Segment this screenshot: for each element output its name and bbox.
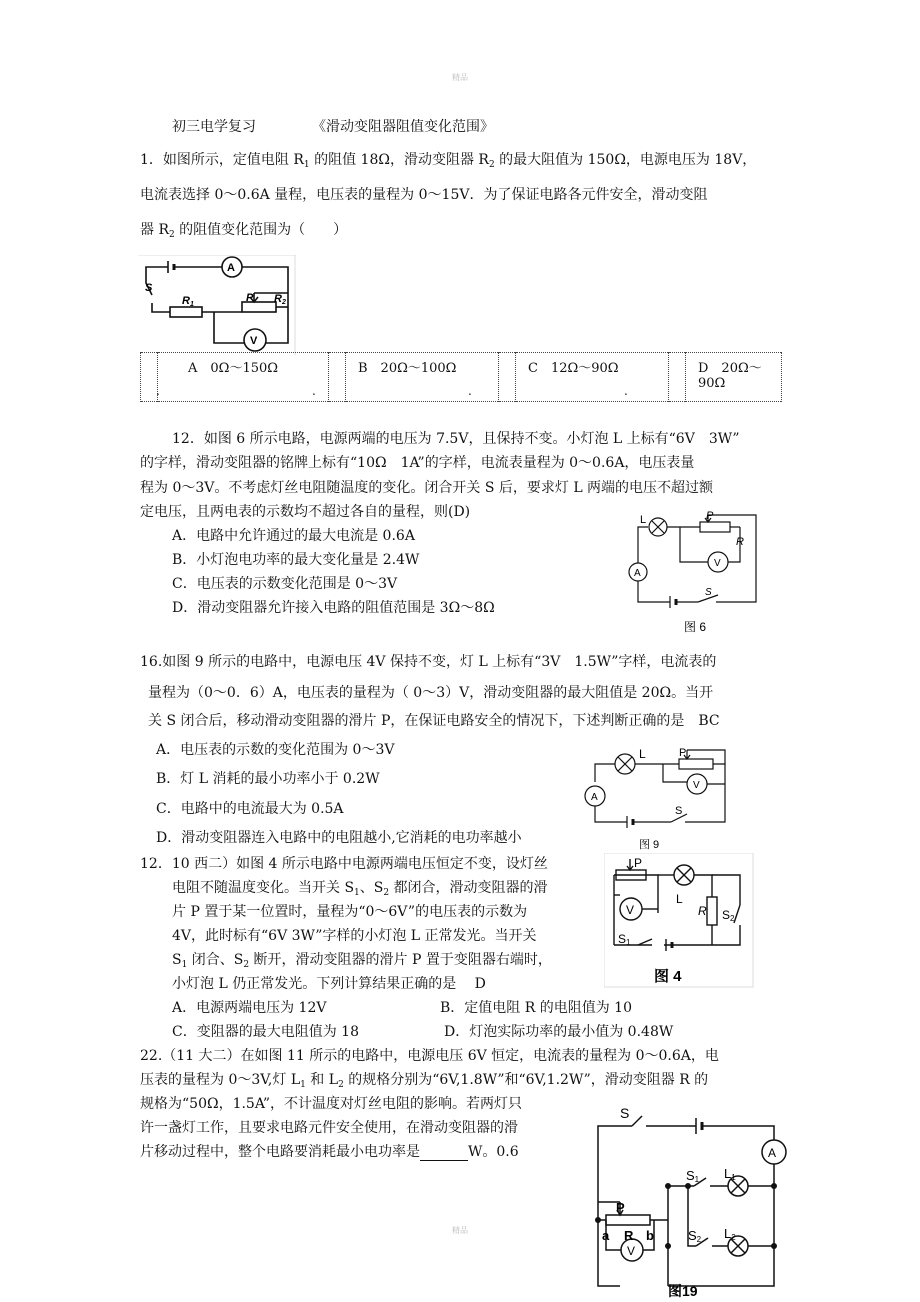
q12b-text: 断开，滑动变阻器的滑片 P 置于变阻器右端时， — [249, 952, 552, 968]
wire — [694, 875, 712, 897]
q16-option-a[interactable]: A．电压表的示数的变化范围为 0～3V — [156, 742, 395, 758]
wire — [152, 303, 170, 312]
q22-text: 压表的量程为 0～3V,灯 L — [140, 1072, 301, 1088]
q1-circuit-figure — [138, 255, 298, 355]
q16-line: 16.如图 9 所示的电路中，电源电压 4V 保持不变，灯 L 上标有“3V 1.5W”字样，电流表的 — [140, 654, 717, 670]
option-dot: . — [468, 384, 472, 398]
title-topic: 初三电学复习 — [172, 119, 256, 135]
q22-line: 22.（11 大二）在如图 11 所示的电路中，电源电压 6V 恒定，电流表的量程为 0～0.6A，电 — [140, 1048, 719, 1064]
rheostat-r — [606, 1215, 650, 1225]
option-marker-cell — [141, 353, 158, 402]
q22-line — [140, 1143, 519, 1161]
q1-line3 — [140, 221, 347, 244]
q12-line: 的字样，滑动变阻器的铭牌上标有“10Ω 1A”的字样，电流表量程为 0～0.6A，电压表量 — [140, 455, 695, 471]
q1-text: 的阻值 18Ω，滑动变阻器 R — [309, 152, 489, 168]
q1-line1 — [140, 151, 756, 174]
q12-option-c[interactable]: C．电压表的示数变化范围是 0～3V — [172, 576, 398, 592]
s1-label: S1 — [686, 1168, 700, 1184]
option-dot: . — [624, 384, 628, 398]
voltmeter-label: V — [250, 335, 258, 347]
q12-line: 程为 0～3V。不考虑灯丝电阻随温度的变化。闭合开关 S 后，要求灯 L 两端的电压不超过额 — [140, 480, 714, 496]
rheostat — [700, 522, 730, 532]
q12b-text: 闭合、S — [187, 952, 244, 968]
option-b[interactable]: B 20Ω～100Ω — [346, 353, 499, 402]
q1-line2: 电流表选择 0～0.6A 量程，电压表的量程为 0～15V．为了保证电路各元件安全，滑动变阻 — [140, 187, 708, 203]
junction-dot — [771, 1183, 777, 1189]
q12b-line: 12．10 西二）如图 4 所示电路中电源两端电压恒定不变，设灯丝 — [140, 856, 548, 872]
switch-s-label: S — [620, 1105, 630, 1121]
wire — [712, 875, 740, 905]
lamp-l-label: L — [640, 514, 647, 526]
wire — [595, 764, 615, 782]
r2-label: R2 — [274, 293, 286, 306]
wire — [638, 581, 670, 602]
figure-6-circuit — [620, 505, 770, 640]
junction-dot — [665, 1243, 671, 1249]
q12b-line: 4V，此时标有“6V 3W”字样的小灯泡 L 正常发光。当开关 — [172, 928, 537, 944]
q12b-sub: 1 — [354, 888, 360, 898]
wire — [598, 1126, 632, 1202]
ammeter-label: A — [227, 262, 235, 274]
voltmeter-label: V — [627, 1244, 636, 1258]
q22-line: 许一盏灯工作，且要求电路元件安全使用，在滑动变阻器的滑 — [140, 1120, 518, 1136]
q1-text: 的最大阻值为 150Ω，电源电压为 18V， — [494, 152, 757, 168]
option-marker-cell — [499, 353, 516, 402]
q22-text: 和 L — [305, 1072, 339, 1088]
ammeter-label: A — [591, 792, 598, 803]
q1-sub: 2 — [169, 230, 175, 240]
wire-gap — [652, 941, 664, 949]
q1-text: 1．如图所示，定值电阻 R — [140, 152, 304, 168]
figure-11-caption: 图19 — [668, 1283, 698, 1299]
option-marker-cell — [669, 353, 686, 402]
q12b-option-c[interactable]: C．变阻器的最大电阻值为 18 — [172, 1024, 359, 1040]
q12-line: 定电压，且两电表的示数均不超过各自的量程，则(D) — [140, 504, 471, 520]
wire — [214, 312, 244, 343]
junction-dot — [771, 1243, 777, 1249]
option-c[interactable]: C 12Ω～90Ω — [516, 353, 669, 402]
q12b-sub: 2 — [383, 888, 390, 898]
wire — [663, 764, 687, 782]
r-label: R — [736, 536, 744, 548]
switch-s2-blade — [734, 905, 740, 923]
q16-option-c[interactable]: C．电路中的电流最大为 0.5A — [156, 801, 344, 817]
slider-p-label: P — [616, 1200, 625, 1215]
wire — [685, 764, 725, 822]
wire — [702, 1126, 774, 1140]
slider-p-label: P — [706, 510, 714, 522]
terminal-a-label: a — [602, 1228, 610, 1243]
q12b-sub: 2 — [243, 960, 250, 970]
q1-text: 器 R — [140, 222, 169, 238]
q22-text: 的规格分别为“6V,1.8W”和“6V,1.2W”，滑动变阻器 R 的 — [343, 1072, 709, 1088]
terminal-b-label: b — [646, 1228, 654, 1243]
figure-9-circuit — [575, 742, 735, 854]
rheostat — [679, 759, 713, 769]
q22-text: W。0.6 — [468, 1144, 519, 1160]
wire — [668, 1164, 774, 1286]
slider-p-label: P — [634, 856, 643, 870]
option-marker-cell — [329, 353, 346, 402]
q12b-sub: 1 — [181, 960, 188, 970]
r-label: R — [698, 904, 707, 918]
q1-sub: 2 — [488, 160, 495, 170]
junction-dot — [685, 1183, 691, 1189]
switch-label: S — [675, 805, 683, 817]
q12-option-b[interactable]: B．小灯泡电功率的最大变化量是 2.4W — [172, 552, 420, 568]
switch-s-blade — [632, 1116, 642, 1126]
q12b-line: 片 P 置于某一位置时，量程为“0～6V”的电压表的示数为 — [172, 904, 528, 920]
q12b-text: 、S — [359, 880, 384, 896]
q1-options-table — [140, 352, 782, 402]
voltmeter-label: V — [626, 903, 635, 917]
q1-text: 的阻值变化范围为（ ） — [174, 222, 348, 238]
switch-label: S — [705, 587, 712, 598]
s2-label: S2 — [722, 908, 735, 923]
option-d[interactable]: D 20Ω～90Ω — [686, 353, 782, 402]
q22-sub: 1 — [300, 1080, 306, 1090]
option-a[interactable]: A 0Ω～150Ω — [158, 353, 329, 402]
q12-option-a[interactable]: A．电路中允许通过的最大电流是 0.6A — [172, 528, 415, 544]
q12b-line — [172, 951, 552, 974]
option-dot: . — [312, 384, 316, 398]
q22-text: 片移动过程中，整个电路要消耗最小电功率是 — [140, 1144, 420, 1160]
q16-line: 量程为（0～0．6）A，电压表的量程为（ 0～3）V，滑动变阻器的最大阻值是 20Ω。当开 — [148, 685, 714, 701]
switch-label: S — [145, 282, 153, 294]
q12b-text: 都闭合，滑动变阻器的滑 — [389, 880, 548, 896]
ammeter-label: A — [634, 568, 641, 579]
q12b-option-d[interactable]: D．灯泡实际功率的最小值为 0.48W — [444, 1024, 674, 1040]
q12-option-d[interactable]: D．滑动变阻器允许接入电路的阻值范围是 3Ω～8Ω — [172, 600, 495, 616]
figure-4-circuit — [604, 853, 754, 988]
q12b-text: 电阻不随温度变化。当开关 S — [172, 880, 355, 896]
wire — [595, 806, 627, 822]
footer-watermark: 精品 — [452, 1226, 468, 1235]
l1-label: L1 — [724, 1166, 736, 1182]
slider-p-label: P — [679, 747, 687, 759]
junction-dot — [595, 1217, 601, 1223]
resistor-r1 — [170, 307, 202, 317]
title-subtitle: 《滑动变阻器阻值变化范围》 — [312, 119, 494, 135]
ammeter-label: A — [768, 1146, 777, 1160]
q22-line: 规格为“50Ω，1.5A”，不计温度对灯丝电阻的影响。若两灯只 — [140, 1096, 523, 1112]
answer-blank[interactable] — [420, 1146, 468, 1161]
q16-option-d[interactable]: D．滑动变阻器连入电路中的电阻越小,它消耗的电功率越小 — [156, 830, 522, 846]
q12b-option-a[interactable]: A．电源两端电压为 12V — [172, 1000, 327, 1016]
q22-line — [140, 1071, 708, 1094]
q12-line: 12．如图 6 所示电路，电源两端的电压为 7.5V，且保持不变。小灯泡 L 上标有“6V 3W” — [172, 431, 740, 447]
voltmeter-label: V — [714, 558, 721, 569]
q22-sub: 2 — [338, 1080, 344, 1090]
lamp-l-label: L — [676, 892, 683, 906]
q12b-option-b[interactable]: B．定值电阻 R 的电阻值为 10 — [440, 1000, 632, 1016]
q16-option-b[interactable]: B．灯 L 消耗的最小功率小于 0.2W — [156, 771, 380, 787]
figure-4-caption: 图 4 — [654, 968, 682, 985]
junction-dot — [665, 1183, 671, 1189]
q16-line: 关 S 闭合后，移动滑动变阻器的滑片 P，在保证电路安全的情况下，下述判断正确的是 BC — [148, 713, 720, 729]
s1-label: S1 — [618, 932, 631, 947]
wire — [638, 527, 648, 563]
q12b-line — [172, 879, 548, 902]
figure-9-caption: 图 9 — [639, 839, 660, 851]
wire — [687, 750, 725, 764]
resistor-r — [707, 897, 717, 925]
q12b-text: S — [172, 952, 182, 968]
q12b-line: 小灯泡 L 仍正常发光。下列计算结果正确的是 D — [172, 976, 486, 992]
r1-label: R1 — [182, 295, 194, 308]
lamp-l-label: L — [639, 747, 646, 761]
figure-11-circuit — [588, 1102, 788, 1300]
l2-label: L2 — [724, 1226, 736, 1242]
header-watermark: 精品 — [452, 73, 468, 82]
wire — [614, 925, 740, 945]
voltmeter-label: V — [693, 780, 700, 791]
option-dot: . — [156, 384, 160, 398]
switch-s1-blade — [638, 939, 652, 945]
q1-sub: 1 — [303, 160, 310, 170]
s2-label: S2 — [688, 1228, 702, 1244]
figure-6-caption: 图 6 — [684, 620, 707, 634]
slider-p-label: P — [246, 292, 254, 304]
rheostat-r-label: R — [624, 1228, 634, 1243]
